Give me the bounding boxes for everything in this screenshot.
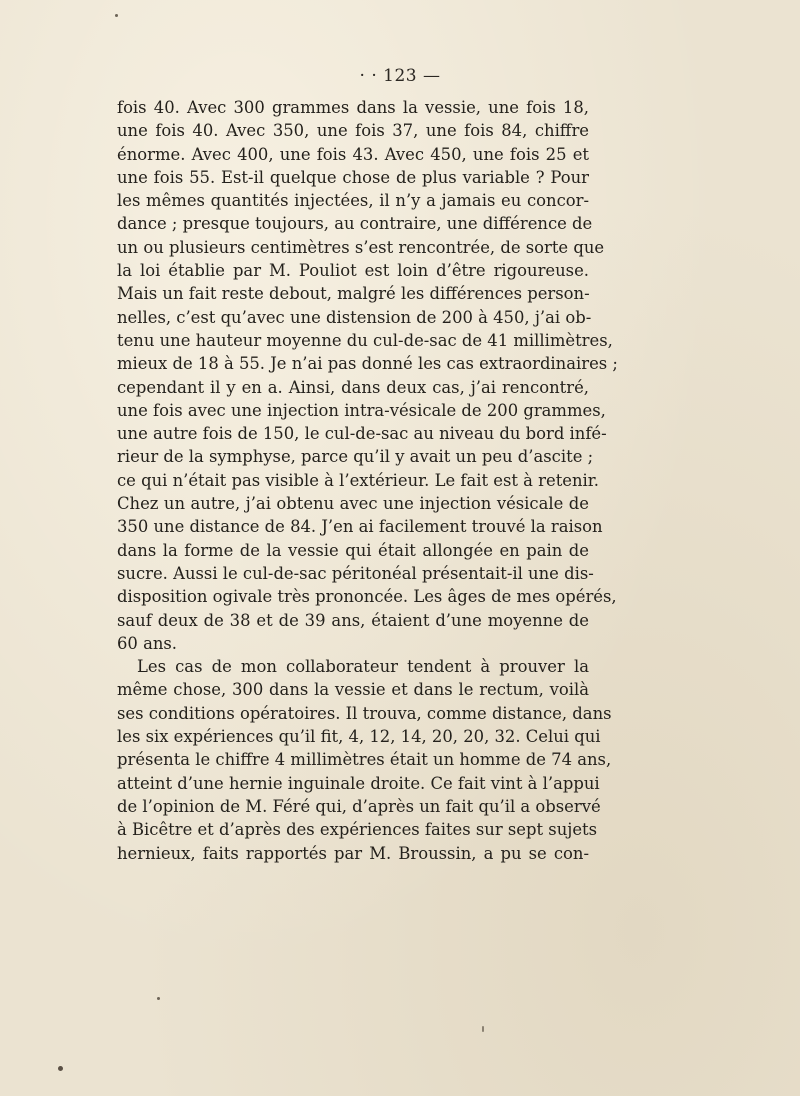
text-line: ce qui n’était pas visible à l’extérieur. Le fait est à retenir. — [117, 470, 600, 490]
text-line: de l’opinion de M. Féré qui, d’après un fait qu’il a observé — [117, 796, 601, 816]
text-line: énorme. Avec 400, une fois 43. Avec 450, une fois 25 et — [117, 144, 589, 164]
paper-speck — [58, 1066, 63, 1071]
page-number-header: · · 123 — — [359, 66, 441, 86]
text-line: à Bicêtre et d’après des expériences faites sur sept sujets — [117, 820, 598, 840]
text-line: Chez un autre, j’ai obtenu avec une injection vésicale de — [117, 494, 589, 514]
text-line: mieux de 18 à 55. Je n’ai pas donné les cas extraordinaires ; — [117, 354, 618, 374]
text-line: Mais un fait reste debout, malgré les différences person- — [117, 284, 590, 304]
text-line: les six expériences qu’il fit, 4, 12, 14, 20, 20, 32. Celui qui — [117, 727, 601, 747]
text-line: sauf deux de 38 et de 39 ans, étaient d’une moyenne de — [117, 610, 589, 630]
text-line: dans la forme de la vessie qui était allongée en pain de — [117, 540, 589, 560]
text-line: les mêmes quantités injectées, il n’y a jamais eu concor- — [117, 191, 589, 211]
text-line: rieur de la symphyse, parce qu’il y avait un peu d’ascite ; — [117, 447, 594, 467]
text-line: même chose, 300 dans la vessie et dans le rectum, voilà — [117, 680, 589, 700]
text-line: une fois 40. Avec 350, une fois 37, une fois 84, chiffre — [117, 121, 589, 141]
body-text — [117, 96, 618, 865]
text-line: une autre fois de 150, le cul-de-sac au niveau du bord infé- — [117, 424, 607, 444]
text-line: sucre. Aussi le cul-de-sac péritonéal présentait-il une dis- — [117, 563, 594, 583]
text-line: nelles, c’est qu’avec une distension de 200 à 450, j’ai ob- — [117, 307, 592, 327]
text-line: atteint d’une hernie inguinale droite. Ce fait vint à l’appui — [117, 773, 600, 793]
text-line: une fois avec une injection intra-vésicale de 200 grammes, — [117, 400, 606, 420]
text-line: cependant il y en a. Ainsi, dans deux cas, j’ai rencontré, — [117, 377, 589, 397]
text-line: Les cas de mon collaborateur tendent à prouver la — [137, 657, 589, 677]
text-line: ses conditions opératoires. Il trouva, comme distance, dans — [117, 703, 612, 723]
paper-speck — [482, 1026, 484, 1032]
text-line: dance ; presque toujours, au contraire, une différence de — [117, 214, 593, 234]
text-line: hernieux, faits rapportés par M. Broussin, a pu se con- — [117, 843, 589, 863]
paper-speck — [115, 14, 118, 17]
text-line: présenta le chiffre 4 millimètres était un homme de 74 ans, — [117, 750, 612, 770]
text-line: fois 40. Avec 300 grammes dans la vessie, une fois 18, — [117, 98, 589, 117]
text-line: tenu une hauteur moyenne du cul-de-sac de 41 millimètres, — [117, 330, 613, 350]
text-line: 60 ans. — [117, 633, 178, 653]
text-line: 350 une distance de 84. J’en ai facilement trouvé la raison — [117, 517, 603, 537]
text-line: une fois 55. Est-il quelque chose de plus variable ? Pour — [117, 167, 589, 187]
text-line: un ou plusieurs centimètres s’est rencontrée, de sorte que — [117, 237, 605, 257]
text-line: la loi établie par M. Pouliot est loin d’être rigoureuse. — [117, 261, 589, 281]
text-line: disposition ogivale très prononcée. Les âges de mes opérés, — [117, 587, 617, 607]
paper-speck — [157, 997, 160, 1000]
